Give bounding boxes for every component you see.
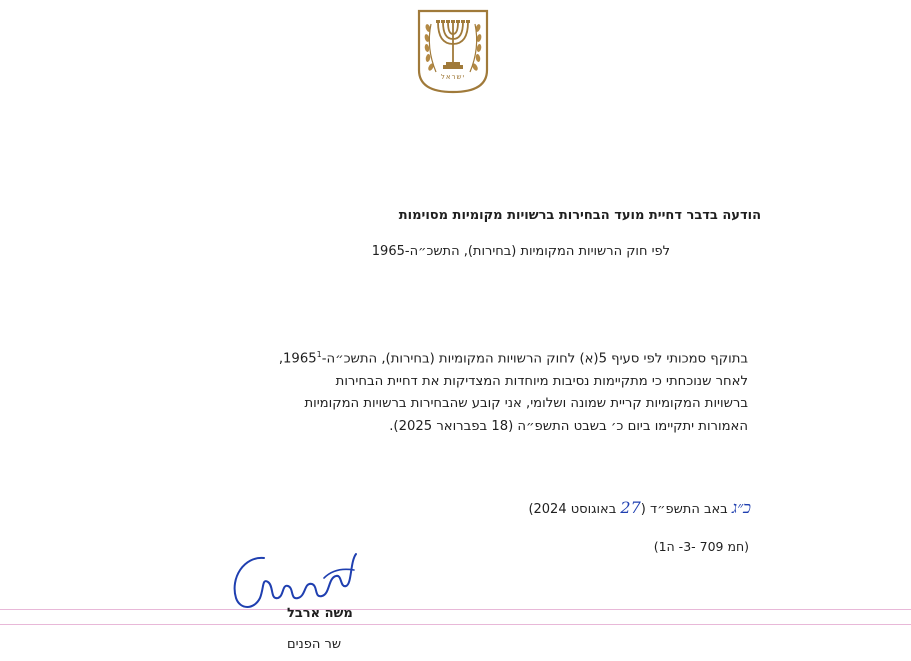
margin-rule-2 [0, 624, 911, 625]
footnote-mark: 1 [316, 350, 322, 359]
margin-rule-1 [0, 609, 911, 610]
notice-subtitle: לפי חוק הרשויות המקומיות (בחירות), התשכ״ה-1965 [371, 244, 670, 259]
emblem-caption: ישראל [440, 73, 466, 81]
date-text-gregorian: באוגוסט 2024) [528, 502, 617, 517]
notice-body [148, 344, 748, 438]
footnote-suffix: , [278, 351, 284, 367]
reference-number: (חמ 709 -3- ה1) [653, 539, 749, 554]
body-line-1 [148, 344, 748, 371]
menorah-emblem-icon [416, 8, 490, 94]
handwritten-date-number: 27 [620, 498, 641, 517]
body-line-4: האמורות יתקיימו ביום כ׳ בשבט התשפ״ה (18 בפברואר 2025). [389, 418, 748, 434]
notice-title: הודעה בדבר דחיית מועד הבחירות ברשויות מקומיות מסוימות [398, 208, 761, 223]
body-line-2: לאחר שנוכחתי כי מתקיימות נסיבות מיוחדות המצדיקות את דחיית הבחירות [335, 373, 748, 389]
state-emblem [416, 8, 490, 94]
body-line-3: ברשויות המקומיות קריית שמונה ושלומי, אני קובע שהבחירות ברשויות המקומיות [304, 396, 748, 412]
handwritten-day: כ״ג [731, 498, 751, 517]
date-line [528, 498, 751, 518]
date-text-month: באב התשפ״ד ( [640, 502, 728, 517]
body-line-1-text: בתוקף סמכותי לפי סעיף 5(א) לחוק הרשויות המקומיות (בחירות), התשכ״ה-1965 [283, 351, 748, 367]
signer-title: שר הפנים [287, 637, 342, 652]
signer-name: משה ארבל [287, 606, 353, 621]
